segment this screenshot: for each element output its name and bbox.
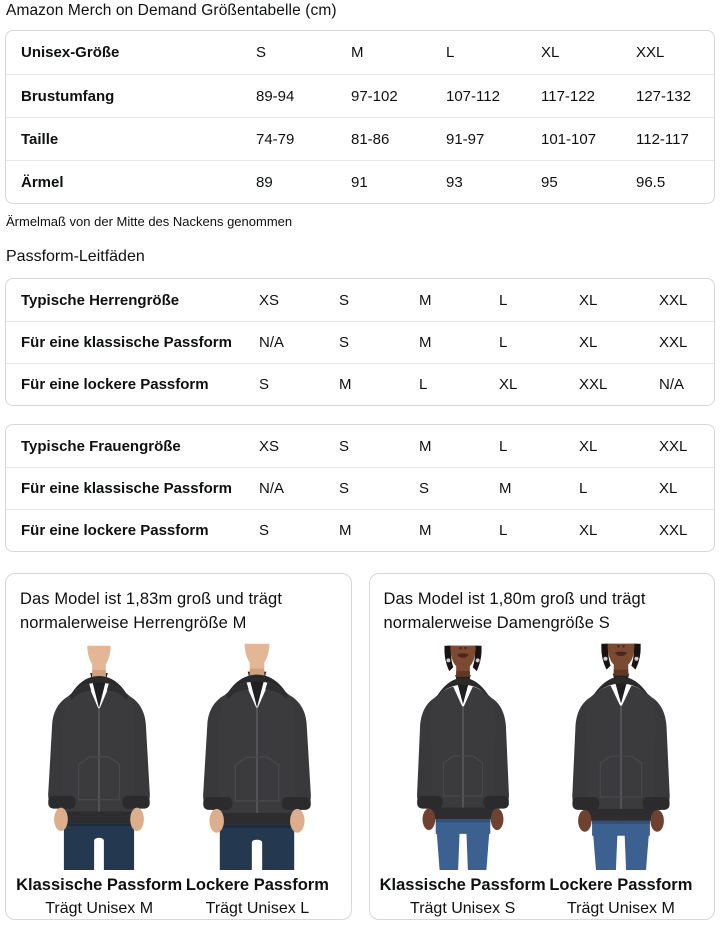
male-model-loose-fit-photo	[179, 637, 335, 870]
row-label: Taille	[21, 130, 59, 148]
table-cell: XXL	[659, 291, 688, 309]
unisex-size-table	[5, 30, 715, 204]
table-cell: XXL	[659, 334, 688, 351]
sleeve-measure-note: Ärmelmaß von der Mitte des Nackens genommen	[6, 214, 293, 229]
table-cell: XXL	[659, 437, 688, 455]
row-label: Für eine lockere Passform	[21, 376, 209, 393]
table-cell: M	[339, 376, 352, 393]
table-cell: 89	[256, 173, 273, 191]
row-label: Für eine lockere Passform	[21, 522, 209, 539]
table-cell: 81-86	[351, 130, 390, 148]
table-cell: 89-94	[256, 87, 295, 105]
table-cell: L	[499, 437, 508, 455]
female-model-card	[369, 573, 716, 920]
table-row	[6, 279, 714, 321]
table-row	[6, 160, 714, 203]
row-label: Brustumfang	[21, 87, 115, 105]
fit-label: Lockere Passform	[185, 876, 329, 894]
table-cell: M	[339, 522, 352, 539]
figure-loose-fit	[178, 637, 336, 918]
table-cell: 91-97	[446, 130, 485, 148]
table-cell: 97-102	[351, 87, 398, 105]
size-label: Trägt Unisex M	[566, 900, 675, 917]
table-cell: 91	[351, 173, 368, 191]
fit-label: Klassische Passform	[379, 876, 546, 894]
table-cell: L	[499, 334, 508, 351]
table-cell: XL	[499, 376, 518, 393]
table-cell: M	[499, 480, 512, 497]
table-cell: S	[339, 480, 350, 497]
female-model-loose-fit-photo	[543, 637, 699, 870]
table-cell: XL	[659, 480, 678, 497]
mens-fit-table	[5, 278, 715, 406]
model-cards-row	[5, 573, 715, 920]
table-cell: M	[419, 522, 432, 539]
table-cell: S	[419, 480, 430, 497]
table-cell: XXL	[579, 376, 608, 393]
table-cell: XL	[541, 44, 560, 61]
fit-label: Lockere Passform	[549, 876, 693, 894]
figure-loose-fit	[542, 637, 700, 918]
table-cell: XS	[259, 437, 280, 455]
table-cell: L	[419, 376, 428, 393]
table-cell: L	[446, 44, 455, 61]
figures-row	[16, 637, 337, 918]
male-model-classic-fit-photo	[21, 637, 177, 870]
table-cell: XL	[579, 334, 598, 351]
table-row	[6, 467, 714, 509]
fit-label: Klassische Passform	[16, 876, 183, 894]
figure-classic-fit	[379, 637, 546, 918]
model-description: Das Model ist 1,80m groß und trägt normalerweise Damengröße S	[383, 590, 646, 632]
female-model-classic-fit-photo	[385, 637, 541, 870]
table-cell: M	[351, 44, 364, 61]
figures-row	[379, 637, 701, 918]
size-label: Trägt Unisex L	[205, 900, 310, 917]
table-cell: 127-132	[636, 87, 692, 105]
size-label: Trägt Unisex S	[410, 900, 516, 917]
womens-fit-table	[5, 424, 715, 552]
table-cell: S	[259, 522, 270, 539]
table-cell: N/A	[259, 334, 285, 351]
table-cell: S	[339, 334, 350, 351]
table-cell: M	[419, 437, 432, 455]
size-label: Trägt Unisex M	[45, 900, 154, 917]
table-cell: S	[256, 44, 267, 61]
table-cell: 112-117	[636, 130, 689, 148]
table-cell: 93	[446, 173, 463, 191]
page-title: Amazon Merch on Demand Größentabelle (cm)	[6, 2, 337, 19]
row-label: Für eine klassische Passform	[21, 334, 232, 351]
table-cell: M	[419, 334, 432, 351]
table-cell: XL	[579, 522, 598, 539]
table-cell: XXL	[636, 44, 665, 61]
table-cell: N/A	[659, 376, 685, 393]
table-cell: S	[339, 291, 350, 309]
table-cell: S	[259, 376, 270, 393]
table-row	[6, 425, 714, 467]
table-cell: L	[499, 522, 508, 539]
table-cell: 101-107	[541, 130, 597, 148]
table-cell: L	[499, 291, 508, 309]
row-label: Typische Herrengröße	[21, 291, 180, 309]
table-cell: L	[579, 480, 588, 497]
table-cell: 74-79	[256, 130, 295, 148]
table-cell: N/A	[259, 480, 285, 497]
table-cell: M	[419, 291, 432, 309]
table-cell: 107-112	[446, 87, 500, 105]
table-cell: 117-122	[541, 87, 595, 105]
table-cell: 96.5	[636, 173, 666, 191]
table-row	[6, 363, 714, 405]
table-cell: XXL	[659, 522, 688, 539]
table-row	[6, 31, 714, 74]
table-cell: 95	[541, 173, 558, 191]
row-label: Unisex-Größe	[21, 44, 120, 61]
table-row	[6, 509, 714, 551]
row-label: Ärmel	[21, 173, 64, 191]
table-cell: XS	[259, 291, 280, 309]
row-label: Für eine klassische Passform	[21, 480, 232, 497]
figure-classic-fit	[16, 637, 183, 918]
table-cell: S	[339, 437, 350, 455]
table-row	[6, 117, 714, 160]
table-row	[6, 321, 714, 363]
row-label: Typische Frauengröße	[21, 437, 181, 455]
male-model-card	[5, 573, 352, 920]
table-cell: XL	[579, 437, 598, 455]
table-row	[6, 74, 714, 117]
fit-guides-heading: Passform-Leitfäden	[6, 248, 145, 265]
table-cell: XL	[579, 291, 598, 309]
model-description: Das Model ist 1,83m groß und trägt normalerweise Herrengröße M	[20, 590, 283, 632]
